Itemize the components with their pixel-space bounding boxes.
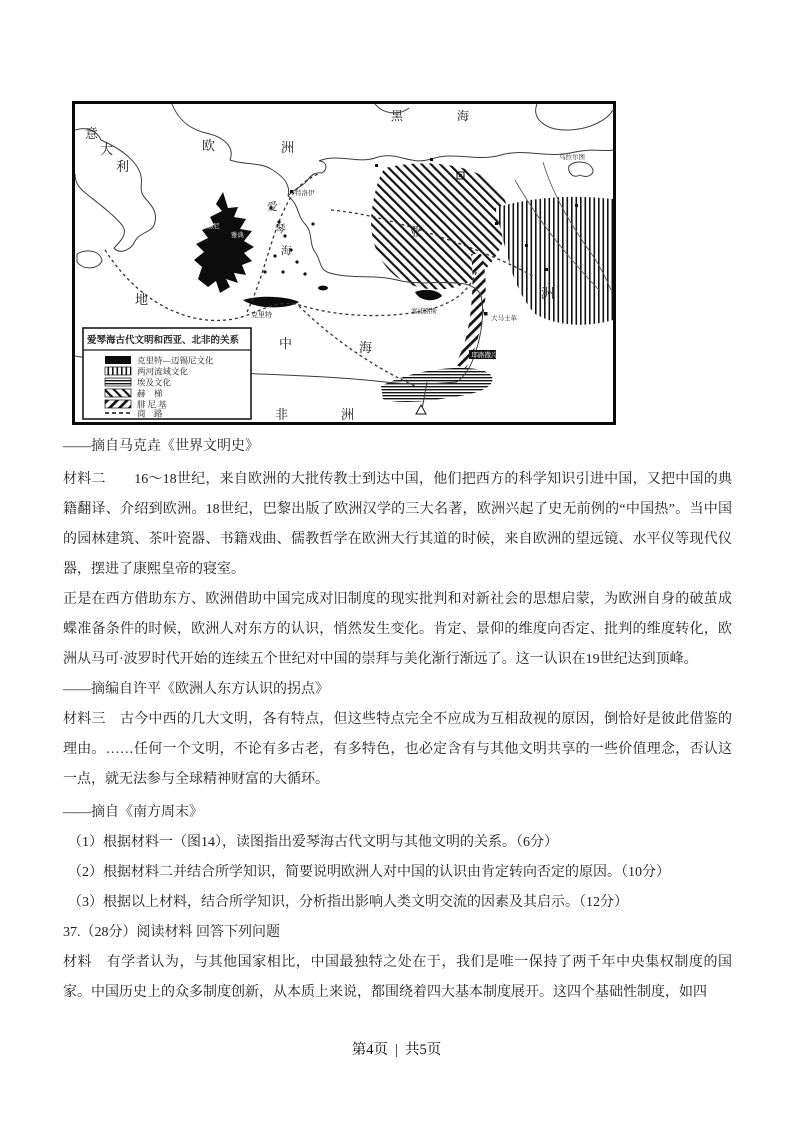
legend-label-phoenicia: 腓 尼 基 (137, 399, 167, 410)
exam-body-text (63, 432, 732, 1008)
label-italy-1: 意 (85, 126, 99, 141)
label-africa-1: 非 (275, 407, 289, 422)
legend-swatch-mesopotamia (105, 367, 131, 375)
legend-label-trade-route: 商 路 (137, 408, 163, 419)
page-number-separator: | (395, 1042, 398, 1058)
source-citation-2: ——摘编自许平《欧洲人东方认识的拐点》 (63, 682, 329, 697)
label-mediterranean-3: 海 (359, 340, 373, 355)
legend-swatch-egypt (105, 378, 131, 386)
label-aegean-2: 琴 (275, 224, 286, 235)
label-cyprus: 塞浦路斯 (411, 308, 437, 315)
region-cyprus-island (415, 290, 442, 300)
label-urartu: 乌拉尔图 (559, 154, 585, 161)
aegean-civilization-map (75, 104, 613, 422)
label-jerusalem: 耶路撒冷 (471, 352, 498, 359)
page-number-total: 共5页 (404, 1042, 442, 1058)
page-number-current: 第4页 (351, 1042, 389, 1058)
material3-paragraph: 材料三 古今中西的几大文明，各有特点，但这些特点完全不应成为互相敌视的原因，倒恰好是彼此借鉴的理由。……任何一个文明，不论有多古老，有多特色，也必定含有与其他文明共享的一些价值理念，否认这一点，就无法参与全球精神财富的大循环。 (63, 712, 732, 787)
label-damascus: 大马士革 (491, 315, 517, 322)
material1-map-figure (72, 101, 616, 425)
label-italy-2: 大 (100, 142, 114, 157)
label-crete: 克里特 (251, 311, 272, 319)
legend-label-hittite: 赫 梯 (137, 388, 163, 399)
source-citation-1: ——摘自马克垚《世界文明史》 (63, 439, 259, 454)
question-1: （1）根据材料一（图14），读图指出爱琴海古代文明与其他文明的关系。（6分） (68, 835, 558, 850)
source-citation-3: ——摘自《南方周末》 (63, 805, 203, 820)
pyramid-icon (416, 405, 426, 414)
legend-title: 爱琴海古代文明和西亚、北非的关系 (87, 336, 240, 346)
label-mediterranean-1: 地 (135, 292, 149, 307)
question-37-header: 37.（28分）阅读材料 回答下列问题 (63, 925, 280, 940)
label-athens: 雅典 (231, 232, 244, 239)
legend-label-egypt: 埃及文化 (137, 377, 172, 388)
legend-label-mesopotamia: 两河流域文化 (137, 366, 189, 377)
culture-regions (194, 163, 613, 402)
legend-label-crete-mycenaean: 克里特—迈锡尼文化 (137, 355, 214, 366)
label-italy-3: 利 (116, 159, 130, 174)
lake-van (569, 162, 593, 176)
label-asia-2: 洲 (541, 286, 555, 301)
label-europe-2: 洲 (281, 140, 295, 155)
question-3: （3）根据以上材料，结合所学知识，分析指出影响人类文明交流的因素及其启示。（12分） (68, 895, 628, 910)
label-mediterranean-2: 中 (279, 336, 293, 351)
material2-continuation: 正是在西方借助东方、欧洲借助中国完成对旧制度的现实批判和对新社会的思想启蒙，为欧洲自身的破茧成蝶准备条件的时候，欧洲人对东方的认识，悄然发生变化。肯定、景仰的维度向否定、批判的维度转化，欧洲从马可·波罗时代开始的连续五个世纪对中国的崇拜与美化渐行渐远了。这一认识在19世纪达到顶峰。 (63, 592, 732, 667)
region-hittite (371, 163, 508, 289)
label-mycenae: 迈锡尼 (200, 223, 220, 230)
legend-swatch-phoenicia (105, 400, 131, 408)
label-black-sea-2: 海 (457, 109, 470, 123)
material37-paragraph: 材料 有学者认为，与其他国家相比，中国最独特之处在于，我们是唯一保持了两千年中央集权制度的国家。中国历史上的众多制度创新，从本质上来说，都围绕着四大基本制度展开。这四个基础性制度，如四 (63, 955, 732, 1000)
question-2: （2）根据材料二并结合所学知识，简要说明欧洲人对中国的认识由肯定转向否定的原因。（10分） (68, 865, 670, 880)
page-footer (0, 1038, 793, 1059)
label-aegean-3: 海 (281, 246, 292, 257)
label-black-sea-1: 黑 (391, 109, 404, 123)
map-legend (83, 328, 251, 419)
label-asia-1: 亚 (409, 224, 423, 239)
region-greece-mycenaean (194, 192, 254, 293)
region-mesopotamia (495, 197, 613, 325)
rhodes-island (318, 286, 328, 291)
region-egypt (381, 368, 493, 402)
label-troy: 特洛伊 (295, 190, 315, 197)
label-aegean-1: 爱 (267, 202, 278, 213)
material2-paragraph: 材料二 16～18世纪，来自欧洲的大批传教士到达中国，他们把西方的科学知识引进中国，又把中国的典籍翻译、介绍到欧洲。18世纪，巴黎出版了欧洲汉学的三大名著，欧洲兴起了史无前例的“中国热”。当中国的园林建筑、茶叶瓷器、书籍戏曲、儒教哲学在欧洲大行其道的时候，来自欧洲的望远镜、水平仪等现代仪器，摆进了康熙皇帝的寝室。 (63, 472, 732, 577)
legend-swatch-crete-mycenaean (105, 356, 131, 364)
aegean-islands (263, 206, 314, 275)
label-europe-1: 欧 (202, 138, 216, 153)
label-africa-2: 洲 (341, 407, 355, 422)
legend-swatch-hittite (105, 389, 131, 397)
